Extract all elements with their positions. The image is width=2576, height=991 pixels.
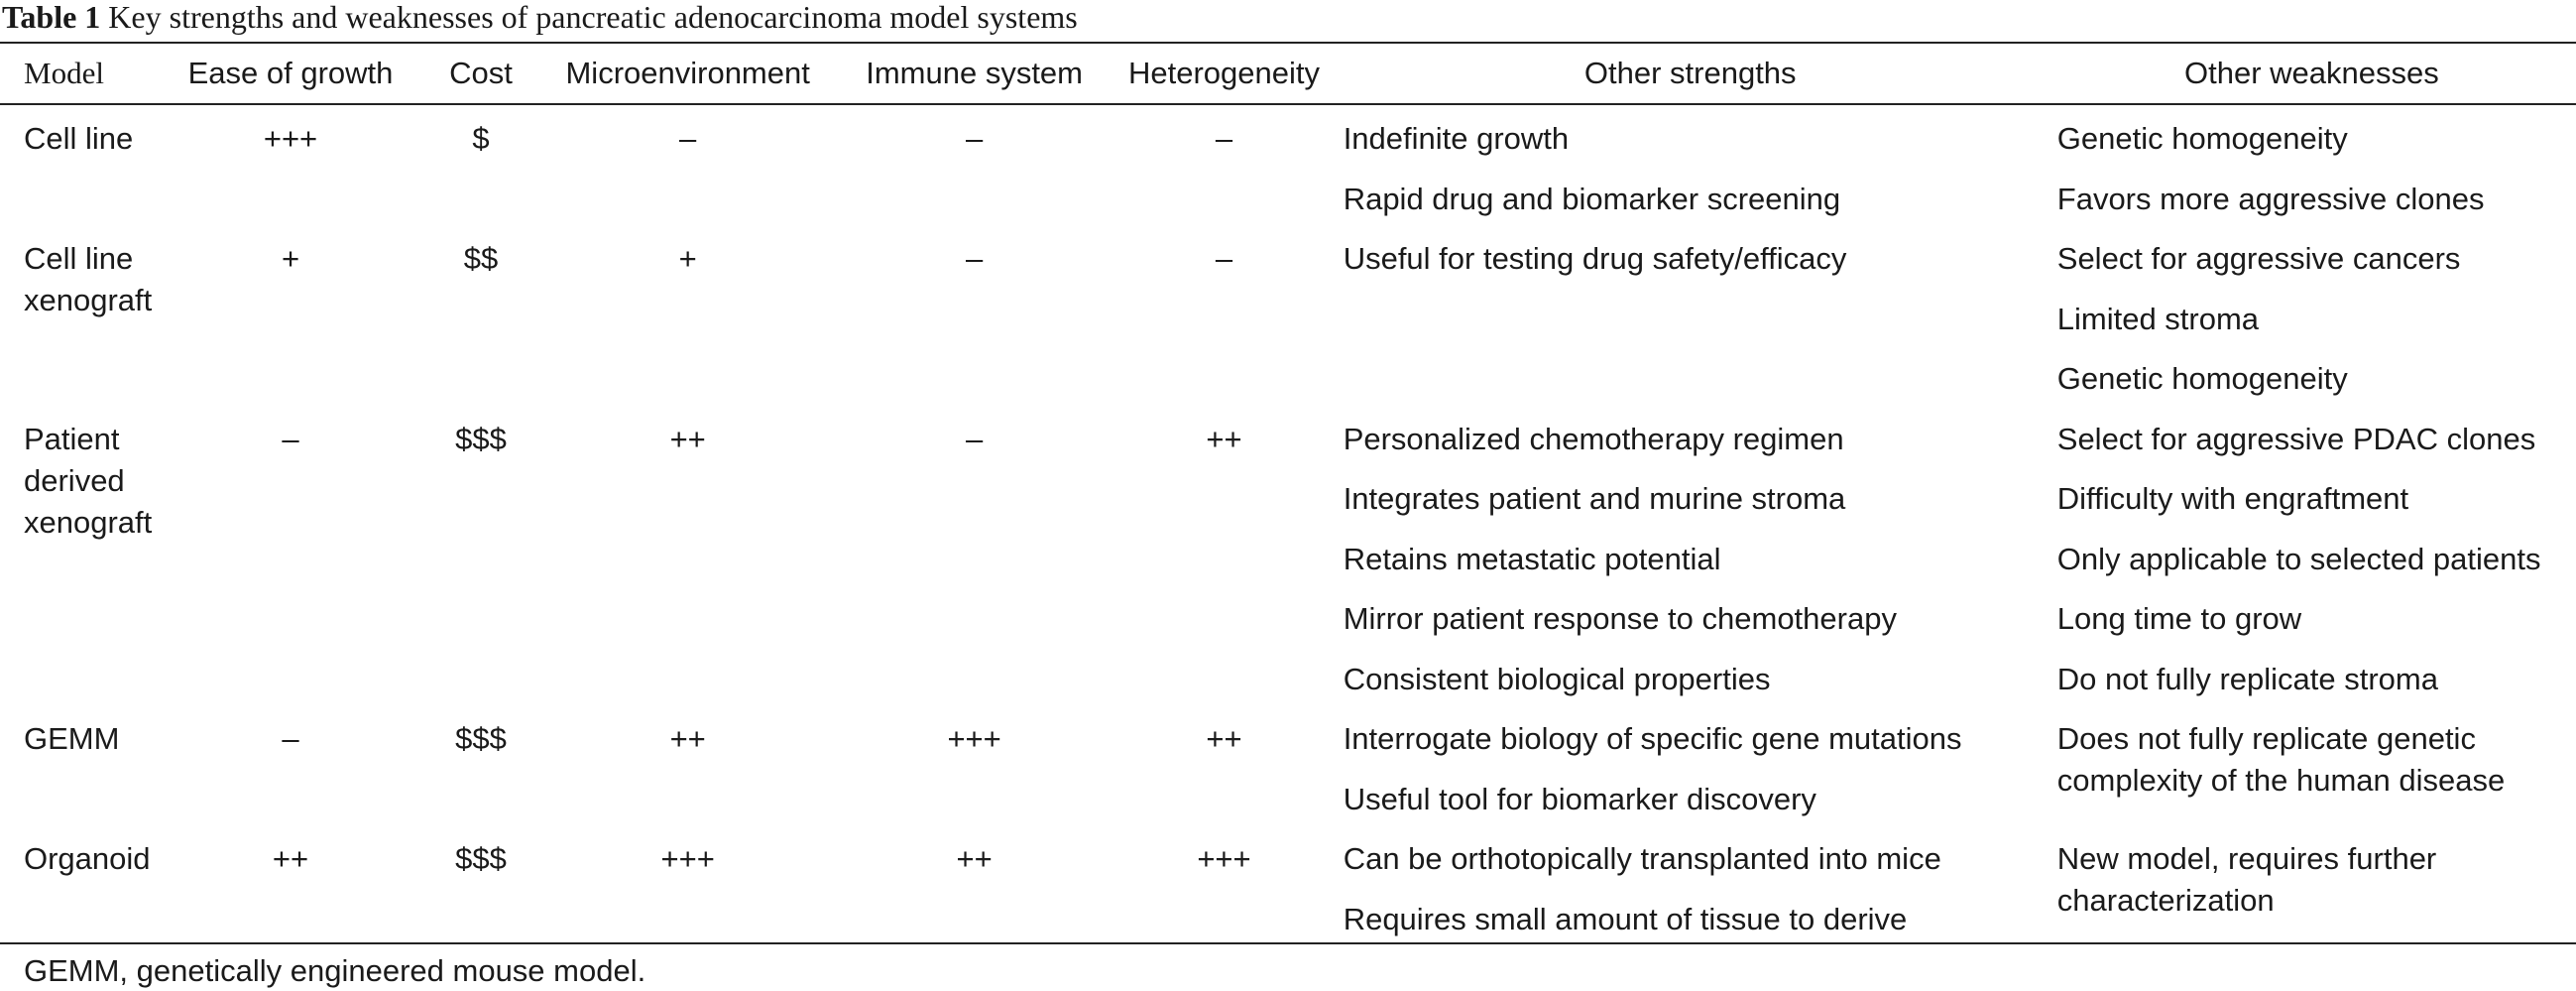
strength-item: Rapid drug and biomarker screening (1343, 181, 1841, 216)
weakness-item: Does not fully replicate genetic complexity of the human disease (2056, 721, 2506, 798)
model-name: Cell line (24, 121, 134, 156)
ease-of-growth-value: – (282, 421, 299, 456)
strength-item: Personalized chemotherapy regimen (1343, 421, 1844, 456)
ease-of-growth-value: ++ (272, 841, 309, 876)
heterogeneity-value: +++ (1197, 841, 1251, 876)
weakness-item: Genetic homogeneity (2056, 121, 2348, 156)
weakness-item: Do not fully replicate stroma (2056, 661, 2438, 696)
microenvironment-value: ++ (669, 721, 706, 756)
table-row (0, 415, 2576, 475)
weakness-item: Limited stroma (2056, 301, 2260, 336)
heterogeneity-value: ++ (1206, 421, 1242, 456)
microenvironment-value: – (679, 121, 697, 156)
top-rule (0, 42, 2576, 44)
strength-item: Useful for testing drug safety/efficacy (1343, 241, 1847, 276)
model-name: Organoid (24, 841, 151, 876)
ease-of-growth-value: – (282, 721, 299, 756)
strength-item: Can be orthotopically transplanted into mice (1343, 841, 1941, 876)
heterogeneity-value: – (1215, 121, 1233, 156)
weakness-item: Only applicable to selected patients (2056, 541, 2541, 576)
heterogeneity-value: – (1215, 241, 1233, 276)
cost-value: $$$ (455, 841, 507, 876)
model-name: Cell line xenograft (24, 241, 153, 317)
header-ease-of-growth: Ease of growth (187, 56, 394, 90)
immune-system-value: – (965, 241, 984, 276)
strength-item: Mirror patient response to chemotherapy (1343, 601, 1897, 636)
strength-item: Requires small amount of tissue to derive (1343, 901, 1908, 936)
microenvironment-value: + (678, 241, 697, 276)
cost-value: $ (472, 121, 490, 156)
strength-item: Useful tool for biomarker discovery (1343, 781, 1816, 816)
cost-value: $$$ (455, 721, 507, 756)
table-header-row (0, 45, 2576, 102)
strength-item: Interrogate biology of specific gene mutations (1343, 721, 1962, 756)
header-other-strengths: Other strengths (1583, 56, 1797, 90)
ease-of-growth-value: + (281, 241, 300, 276)
header-cost: Cost (449, 56, 513, 90)
ease-of-growth-value: +++ (263, 121, 318, 156)
strength-item: Consistent biological properties (1343, 661, 1771, 696)
heterogeneity-value: ++ (1206, 721, 1242, 756)
model-name: Patient derived xenograft (24, 421, 153, 540)
table-footnote: GEMM, genetically engineered mouse model. (24, 953, 646, 988)
immune-system-value: – (965, 421, 984, 456)
strength-item: Retains metastatic potential (1343, 541, 1721, 576)
strength-item: Indefinite growth (1343, 121, 1570, 156)
weakness-item: Difficulty with engraftment (2056, 481, 2409, 516)
immune-system-value: ++ (956, 841, 993, 876)
header-immune-system: Immune system (866, 56, 1083, 90)
immune-system-value: +++ (947, 721, 1001, 756)
header-model: Model (24, 56, 104, 90)
cost-value: $$ (463, 241, 499, 276)
model-name: GEMM (24, 721, 120, 756)
immune-system-value: – (965, 121, 984, 156)
weakness-item: New model, requires further characterization (2056, 841, 2437, 918)
table-caption (2, 0, 1078, 38)
weakness-item: Genetic homogeneity (2056, 361, 2348, 396)
weakness-item: Favors more aggressive clones (2056, 181, 2485, 216)
table-row (0, 834, 2576, 895)
table-row (0, 714, 2576, 775)
weakness-item: Long time to grow (2056, 601, 2302, 636)
cost-value: $$$ (455, 421, 507, 456)
header-heterogeneity: Heterogeneity (1127, 56, 1320, 90)
header-other-weaknesses: Other weaknesses (2184, 56, 2439, 90)
weakness-item: Select for aggressive PDAC clones (2056, 421, 2536, 456)
microenvironment-value: +++ (660, 841, 715, 876)
table-title: Key strengths and weaknesses of pancreatic adenocarcinoma model systems (108, 0, 1078, 35)
table-row (0, 234, 2576, 295)
table-label: Table 1 (2, 0, 101, 35)
table-row (0, 114, 2576, 175)
strength-item: Integrates patient and murine stroma (1343, 481, 1846, 516)
microenvironment-value: ++ (669, 421, 706, 456)
model-systems-table (0, 45, 2576, 954)
weakness-item: Select for aggressive cancers (2056, 241, 2461, 276)
header-microenvironment: Microenvironment (565, 56, 810, 90)
